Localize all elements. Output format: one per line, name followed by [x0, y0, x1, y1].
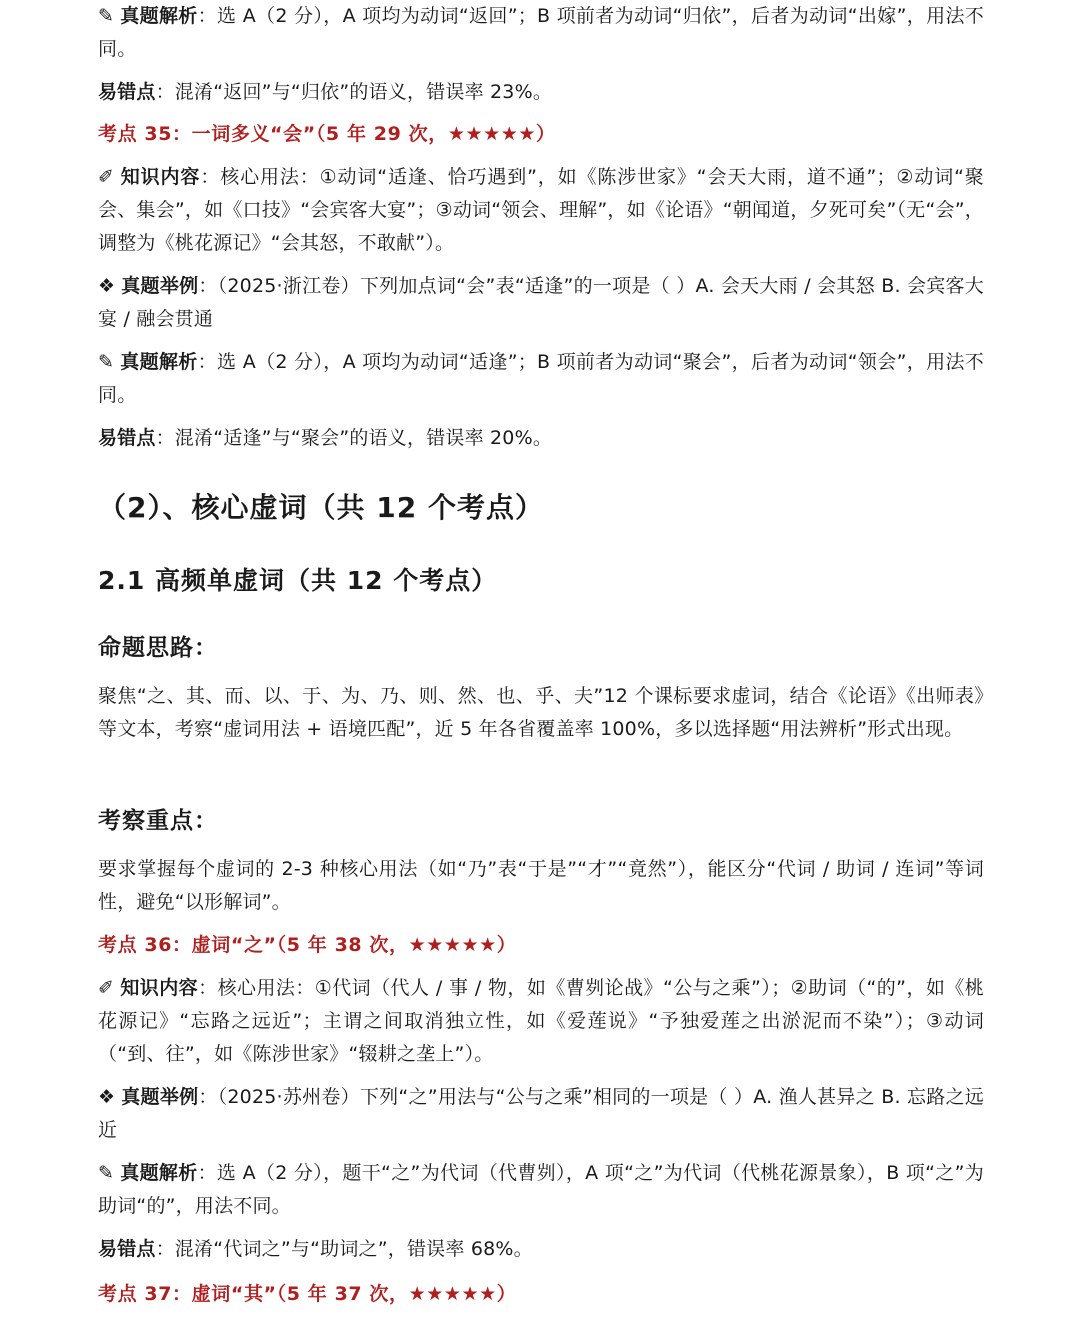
error-paragraph	[98, 422, 984, 455]
keypoint-35-block	[98, 118, 984, 465]
example-text: ：（2025·苏州卷）下列“之”用法与“公与之乘”相同的一项是（ ）A. 渔人甚异之 B. 忘路之远近	[98, 1086, 984, 1141]
knowledge-label: 知识内容	[120, 166, 201, 188]
section-heading: （2）、核心虚词（共 12 个考点）	[98, 491, 544, 524]
example-paragraph	[98, 270, 984, 336]
pen-icon: ✐	[98, 977, 115, 999]
pencil-icon: ✎	[98, 1162, 115, 1184]
knowledge-paragraph	[98, 161, 984, 260]
example-text: ：（2025·浙江卷）下列加点词“会”表“适逢”的一项是（ ）A. 会天大雨 / 会其怒 B. 会宾客大宴 / 融会贯通	[98, 275, 984, 330]
analysis-text: ：选 A（2 分），A 项均为动词“返回”；B 项前者为动词“归依”，后者为动词“出嫁”，用法不同。	[98, 5, 984, 60]
analysis-label: 真题解析	[120, 351, 198, 373]
error-text: ：混淆“返回”与“归依”的语义，错误率 23%。	[155, 81, 553, 103]
keypoint-36-title: 考点 36：虚词“之”（5 年 38 次，★★★★★）	[98, 934, 517, 956]
pencil-icon: ✎	[98, 5, 115, 27]
diamond-icon: ❖	[98, 1086, 116, 1108]
analysis-text: ：选 A（2 分），题干“之”为代词（代曹刿），A 项“之”为代词（代桃花源景象），B 项“之”为助词“的”，用法不同。	[98, 1162, 984, 1217]
idea-block	[98, 680, 984, 756]
focus-block	[98, 853, 984, 929]
error-text: ：混淆“代词之”与“助词之”，错误率 68%。	[155, 1238, 533, 1260]
analysis-label: 真题解析	[120, 5, 198, 27]
error-label: 易错点	[98, 1238, 156, 1260]
keypoint-35-title: 考点 35：一词多义“会”（5 年 29 次，★★★★★）	[98, 123, 556, 145]
focus-heading: 考察重点：	[98, 808, 218, 834]
knowledge-text: ：核心用法：①动词“适逢、恰巧遇到”，如《陈涉世家》“会天大雨，道不通”；②动词“聚会、集会”，如《口技》“会宾客大宴”；③动词“领会、理解”，如《论语》“朝闻道，夕死可矣”（无“会”，调整为《桃花源记》“会其怒，不敢献”）。	[98, 166, 984, 254]
error-paragraph	[98, 1233, 984, 1266]
keypoint-37-block	[98, 1278, 984, 1321]
diamond-icon: ❖	[98, 275, 116, 297]
keypoint-37-title: 考点 37：虚词“其”（5 年 37 次，★★★★★）	[98, 1283, 517, 1305]
idea-heading: 命题思路：	[98, 635, 218, 661]
knowledge-text: ：核心用法：①代词（代人 / 事 / 物，如《曹刿论战》“公与之乘”）；②助词（“的”，如《桃花源记》“忘路之远近”；主谓之间取消独立性，如《爱莲说》“予独爱莲之出淤泥而不染”）；③动词（“到、往”，如《陈涉世家》“辍耕之垄上”）。	[98, 977, 984, 1065]
subsection-heading: 2.1 高频单虚词（共 12 个考点）	[98, 566, 498, 595]
analysis-paragraph	[98, 1157, 984, 1223]
error-paragraph	[98, 76, 984, 109]
example-label: 真题举例	[121, 275, 199, 297]
example-paragraph	[98, 1081, 984, 1147]
knowledge-paragraph	[98, 972, 984, 1071]
pencil-icon: ✎	[98, 351, 115, 373]
error-label: 易错点	[98, 81, 156, 103]
analysis-paragraph	[98, 0, 984, 66]
example-label: 真题举例	[121, 1086, 199, 1108]
analysis-text: ：选 A（2 分），A 项均为动词“适逢”；B 项前者为动词“聚会”，后者为动词“领会”，用法不同。	[98, 351, 984, 406]
analysis-label: 真题解析	[120, 1162, 198, 1184]
top-analysis-block	[98, 0, 984, 119]
pen-icon: ✐	[98, 166, 115, 188]
idea-text: 聚焦“之、其、而、以、于、为、乃、则、然、也、乎、夫”12 个课标要求虚词，结合《论语》《出师表》等文本，考察“虚词用法 + 语境匹配”，近 5 年各省覆盖率 100%，多以选择题“用法辨析”形式出现。	[98, 685, 984, 740]
error-text: ：混淆“适逢”与“聚会”的语义，错误率 20%。	[155, 427, 553, 449]
focus-text: 要求掌握每个虚词的 2-3 种核心用法（如“乃”表“于是”“才”“竟然”），能区分“代词 / 助词 / 连词”等词性，避免“以形解词”。	[98, 858, 984, 913]
keypoint-36-block	[98, 929, 984, 1276]
error-label: 易错点	[98, 427, 156, 449]
knowledge-label: 知识内容	[120, 977, 199, 999]
analysis-paragraph	[98, 346, 984, 412]
